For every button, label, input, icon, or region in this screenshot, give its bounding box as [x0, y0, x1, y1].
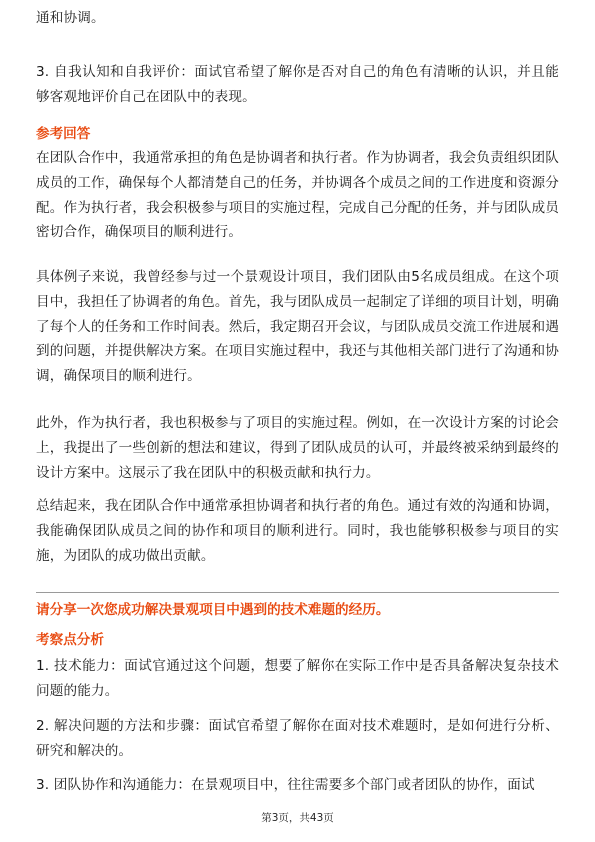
- analysis-point-3: 3. 团队协作和沟通能力：在景观项目中，往往需要多个部门或者团队的协作，面试: [36, 777, 535, 793]
- analysis-point-2: 2. 解决问题的方法和步骤：面试官希望了解你在面对技术难题时，是如何进行分析、研究和解决的。: [36, 718, 559, 759]
- analysis-heading: 考察点分析: [36, 632, 104, 648]
- section-divider: [36, 592, 559, 593]
- page-footer: 第3页，共43页: [261, 812, 334, 824]
- answer-paragraph-4: 总结起来，我在团队合作中通常承担协调者和执行者的角色。通过有效的沟通和协调，我能确保团队成员之间的协作和项目的顺利进行。同时，我也能够积极参与项目的实施，为团队的成功做出贡献。: [36, 498, 559, 564]
- answer-paragraph-1: 在团队合作中，我通常承担的角色是协调者和执行者。作为协调者，我会负责组织团队成员的工作，确保每个人都清楚自己的任务，并协调各个成员之间的工作进度和资源分配。作为执行者，我会积极参与项目的实施过程，完成自己分配的任务，并与团队成员密切合作，确保项目的顺利进行。: [36, 150, 559, 241]
- continued-line: 通和协调。: [36, 10, 105, 26]
- analysis-point-1: 1. 技术能力：面试官通过这个问题，想要了解你在实际工作中是否具备解决复杂技术问题的能力。: [36, 658, 559, 699]
- answer-paragraph-3: 此外，作为执行者，我也积极参与了项目的实施过程。例如，在一次设计方案的讨论会上，我提出了一些创新的想法和建议，得到了团队成员的认可，并最终被采纳到最终的设计方案中。这展示了我在团队中的积极贡献和执行力。: [36, 415, 559, 481]
- answer-heading: 参考回答: [36, 126, 91, 142]
- intro-point-3: 3. 自我认知和自我评价：面试官希望了解你是否对自己的角色有清晰的认识，并且能够客观地评价自己在团队中的表现。: [36, 64, 559, 105]
- answer-paragraph-2: 具体例子来说，我曾经参与过一个景观设计项目，我们团队由5名成员组成。在这个项目中，我担任了协调者的角色。首先，我与团队成员一起制定了详细的项目计划，明确了每个人的任务和工作时间表。然后，我定期召开会议，与团队成员交流工作进展和遇到的问题，并提供解决方案。在项目实施过程中，我还与其他相关部门进行了沟通和协调，确保项目的顺利进行。: [36, 269, 559, 385]
- question-title: 请分享一次您成功解决景观项目中遇到的技术难题的经历。: [36, 602, 390, 618]
